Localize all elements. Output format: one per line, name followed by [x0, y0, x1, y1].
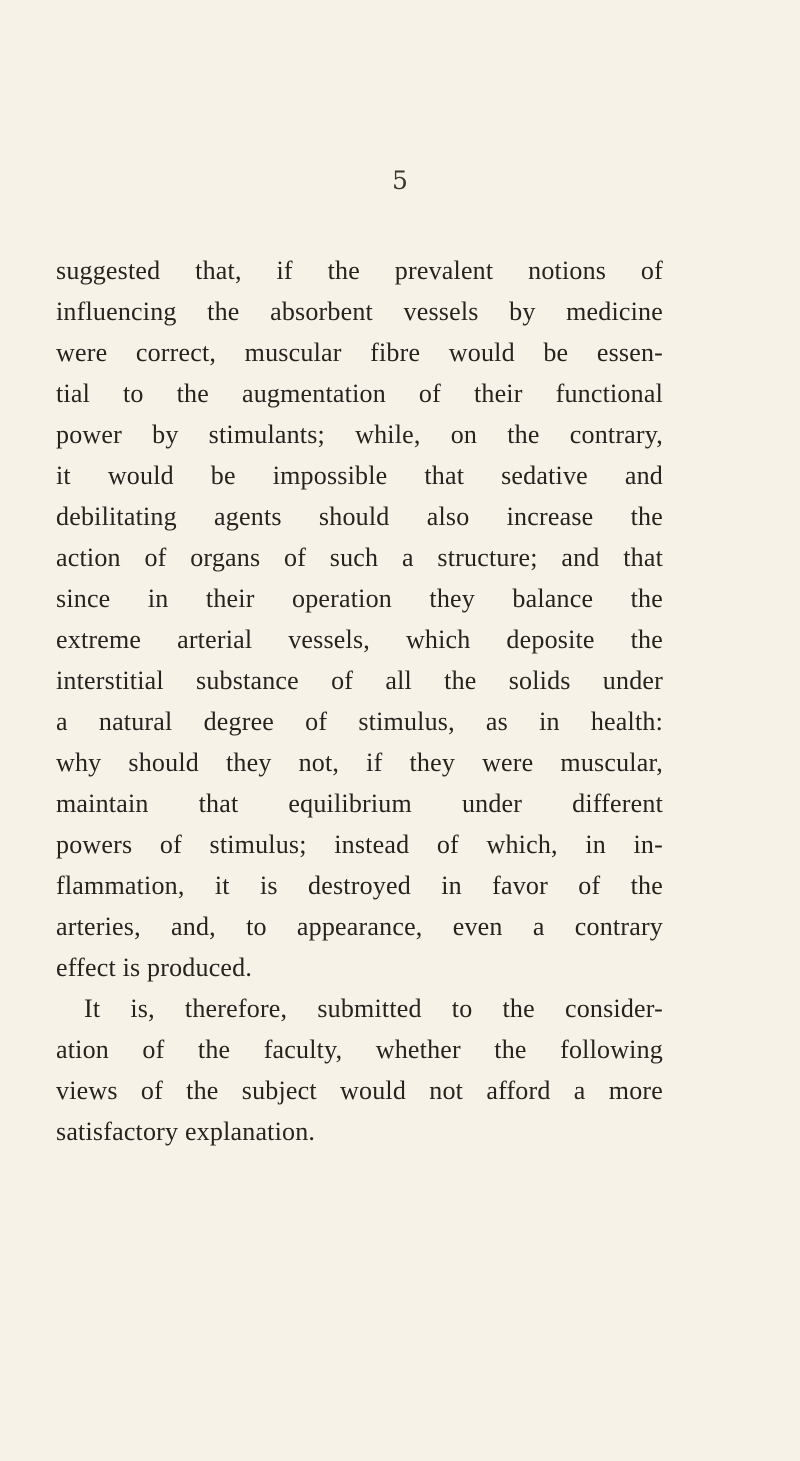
- text-line: interstitial substance of all the solids under: [56, 666, 663, 695]
- text-line: powers of stimulus; instead of which, in in-: [56, 830, 663, 859]
- text-line: power by stimulants; while, on the contrary,: [56, 420, 663, 449]
- text-line: effect is produced.: [56, 953, 253, 982]
- text-line: extreme arterial vessels, which deposite the: [56, 625, 663, 654]
- text-line: influencing the absorbent vessels by medicine: [56, 297, 663, 326]
- page-number: 5: [392, 166, 408, 195]
- text-line: maintain that equilibrium under different: [56, 789, 663, 818]
- text-line: arteries, and, to appearance, even a contrary: [56, 912, 663, 941]
- text-line: debilitating agents should also increase the: [56, 502, 663, 531]
- text-line: tial to the augmentation of their functional: [56, 379, 663, 408]
- text-line: it would be impossible that sedative and: [56, 461, 663, 490]
- text-line: a natural degree of stimulus, as in health:: [56, 707, 663, 736]
- text-line: suggested that, if the prevalent notions of: [56, 256, 663, 285]
- text-line: ation of the faculty, whether the following: [56, 1035, 663, 1064]
- text-line: action of organs of such a structure; and that: [56, 543, 663, 572]
- body-text: [56, 250, 663, 1152]
- text-line: satisfactory explanation.: [56, 1117, 316, 1146]
- text-line: since in their operation they balance the: [56, 584, 663, 613]
- text-line: why should they not, if they were muscular,: [56, 748, 663, 777]
- text-line: flammation, it is destroyed in favor of the: [56, 871, 663, 900]
- text-line: were correct, muscular fibre would be essen-: [56, 338, 663, 367]
- text-line: views of the subject would not afford a more: [56, 1076, 663, 1105]
- text-line: It is, therefore, submitted to the consider-: [84, 994, 663, 1023]
